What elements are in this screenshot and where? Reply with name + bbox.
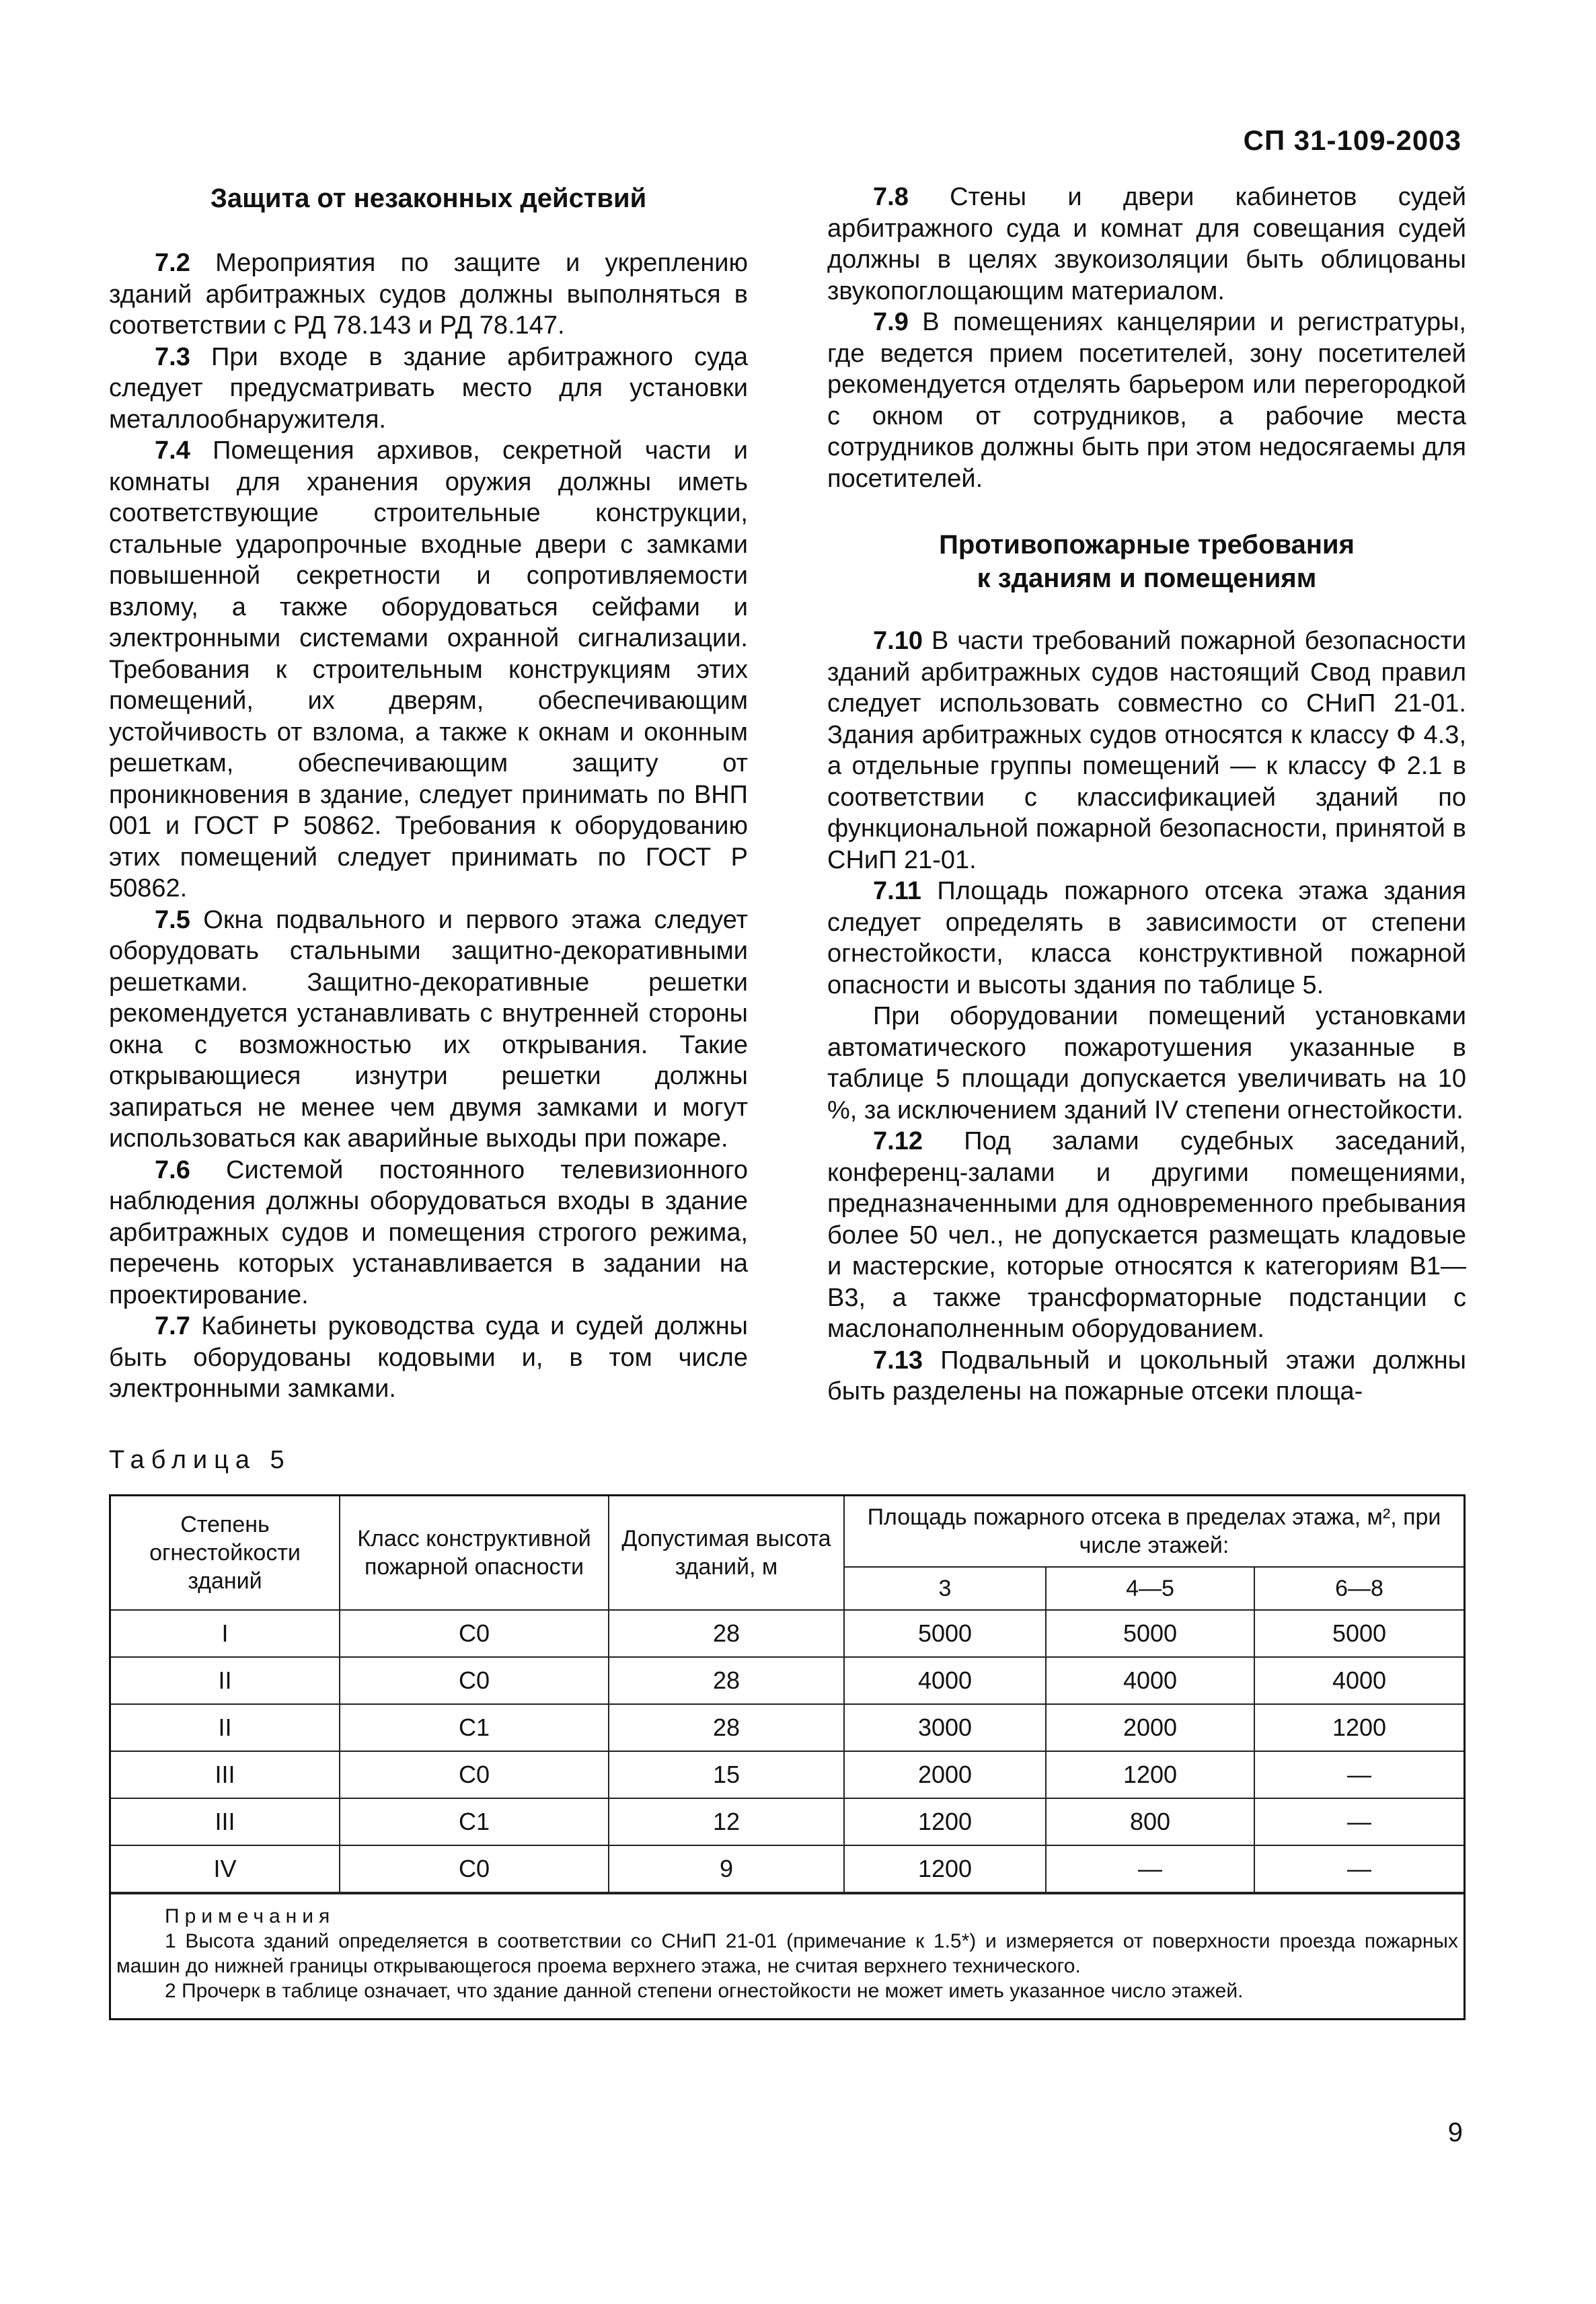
table-row [111, 1845, 1464, 1892]
table-cell: — [1254, 1798, 1464, 1845]
table-cell: II [111, 1657, 340, 1704]
fire-compartment-table [109, 1494, 1466, 2020]
page-number: 9 [1447, 2118, 1463, 2147]
header-floors-6-8: 6—8 [1254, 1567, 1464, 1610]
table-notes [111, 1893, 1464, 2018]
table-cell: — [1046, 1845, 1254, 1892]
table-grid [111, 1496, 1464, 1893]
heading-line: к зданиям и помещениям [977, 564, 1317, 593]
header-floors-4-5: 4—5 [1046, 1567, 1254, 1610]
table-cell: С1 [340, 1798, 609, 1845]
section-heading-security: Защита от незаконных действий [210, 184, 647, 213]
table-row [111, 1610, 1464, 1657]
table-cell: С0 [340, 1657, 609, 1704]
paragraph-7-3 [109, 342, 748, 436]
paragraph-7-8 [827, 182, 1466, 307]
paragraph-7-5 [109, 905, 748, 1155]
left-column [109, 182, 748, 1405]
clause-text: Окна подвального и первого этажа следует оборудовать стальными защитно-декоративными решетками. Защитно-декоративные решетки рекомендуется устанавливать с внутренней стороны окна с возможностью их открывания. Такие открывающиеся изнутри решетки должны запираться не менее чем двумя замками и могут использоваться как аварийные выходы при пожаре. [109, 905, 748, 1153]
header-construction-class: Класс конструктивной пожарной опасности [340, 1496, 609, 1610]
table-cell: 5000 [844, 1610, 1046, 1657]
clause-text: Кабинеты руководства суда и судей должны быть оборудованы кодовыми и, в том числе электронными замками. [109, 1312, 748, 1403]
clause-text: В части требований пожарной безопасности зданий арбитражных судов настоящий Свод правил следует использовать совместно со СНиП 21-01. Здания арбитражных судов относятся к классу Ф 4.3, а отдельные группы помещений — к классу Ф 2.1 в соответствии с классификацией зданий по функциональной пожарной безопасности, принятой в СНиП 21-01. [827, 627, 1466, 874]
table-row [111, 1704, 1464, 1751]
clause-text: Стены и двери кабинетов судей арбитражного суда и комнат для совещания судей должны в целях звукоизоляции быть облицованы звукопоглощающим материалом. [827, 183, 1466, 305]
heading-line: Противопожарные требования [939, 530, 1355, 560]
table-cell: 1200 [844, 1845, 1046, 1892]
table-row [111, 1798, 1464, 1845]
clause-number: 7.13 [873, 1346, 923, 1375]
clause-number: 7.4 [155, 436, 190, 465]
clause-text: Под залами судебных заседаний, конференц-залами и другими помещениями, предназначенными для одновременного пребывания более 50 чел., не допускается размещать кладовые и мастерские, которые относятся к категориям В1—В3, а также трансформаторные подстанции с маслонаполненным оборудованием. [827, 1127, 1466, 1343]
table-cell: 4000 [1046, 1657, 1254, 1704]
table-cell: 2000 [844, 1751, 1046, 1798]
table-cell: I [111, 1610, 340, 1657]
table-cell: — [1254, 1751, 1464, 1798]
table-row [111, 1657, 1464, 1704]
note-2: 2 Прочерк в таблице означает, что здание данной степени огнестойкости не может иметь указанное число этажей. [165, 1980, 1244, 2002]
table-cell: 2000 [1046, 1704, 1254, 1751]
paragraph-7-6 [109, 1155, 748, 1311]
header-floors-3: 3 [844, 1567, 1046, 1610]
paragraph-7-11 [827, 876, 1466, 1001]
table-cell: 3000 [844, 1704, 1046, 1751]
clause-number: 7.8 [873, 183, 909, 211]
clause-number: 7.7 [155, 1312, 190, 1340]
clause-number: 7.6 [155, 1155, 190, 1184]
clause-text: При входе в здание арбитражного суда следует предусматривать место для установки металлообнаружителя. [109, 342, 748, 434]
table-cell: 12 [609, 1798, 844, 1845]
table-cell: 1200 [1254, 1704, 1464, 1751]
document-code: СП 31-109-2003 [1243, 124, 1461, 156]
table-cell: С1 [340, 1704, 609, 1751]
table-cell: II [111, 1704, 340, 1751]
section-heading-fire-safety [827, 528, 1466, 595]
paragraph-7-11-addendum [827, 1001, 1466, 1126]
table-cell: III [111, 1751, 340, 1798]
table-cell: С0 [340, 1610, 609, 1657]
header-compartment-area: Площадь пожарного отсека в пределах этажа, м², при числе этажей: [844, 1496, 1464, 1567]
clause-number: 7.9 [873, 308, 909, 336]
table-cell: С0 [340, 1751, 609, 1798]
table-cell: 9 [609, 1845, 844, 1892]
header-allowed-height: Допустимая высота зданий, м [609, 1496, 844, 1610]
clause-text: Системой постоянного телевизионного наблюдения должны оборудоваться входы в здание арбитражных судов и помещения строгого режима, перечень которых устанавливается в задании на проектирование. [109, 1155, 748, 1309]
table-cell: 1200 [1046, 1751, 1254, 1798]
table-cell: С0 [340, 1845, 609, 1892]
table-cell: 28 [609, 1610, 844, 1657]
table-cell: 15 [609, 1751, 844, 1798]
header-fire-resistance: Степень огнестойкости зданий [111, 1496, 340, 1610]
paragraph-7-4 [109, 435, 748, 905]
table-cell: 4000 [844, 1657, 1046, 1704]
right-column [827, 182, 1466, 1408]
clause-text: В помещениях канцелярии и регистратуры, где ведется прием посетителей, зону посетителей рекомендуется отделять барьером или перегородкой с окном от сотрудников, а рабочие места сотрудников должны быть при этом недосягаемы для посетителей. [827, 308, 1466, 493]
clause-number: 7.5 [155, 905, 190, 934]
paragraph-7-13 [827, 1345, 1466, 1408]
paragraph-7-9 [827, 307, 1466, 494]
table-cell: IV [111, 1845, 340, 1892]
clause-number: 7.11 [873, 877, 921, 905]
clause-text: Помещения архивов, секретной части и комнаты для хранения оружия должны иметь соответствующие строительные конструкции, стальные ударопрочные входные двери с замками повышенной секретности и сопротивляемости взлому, а также оборудоваться сейфами и электронными системами охранной сигнализации. Требования к строительным конструкциям этих помещений, их дверям, обеспечивающим устойчивость от взлома, а также к окнам и оконным решеткам, обеспечивающим защиту от проникновения в здание, следует принимать по ВНП 001 и ГОСТ Р 50862. Требования к оборудованию этих помещений следует принимать по ГОСТ Р 50862. [109, 436, 748, 903]
table-row [111, 1751, 1464, 1798]
table-caption: Таблица 5 [109, 1446, 291, 1474]
clause-text: Подвальный и цокольный этажи должны быть разделены на пожарные отсеки площа- [827, 1346, 1466, 1406]
table-cell: 4000 [1254, 1657, 1464, 1704]
clause-number: 7.10 [873, 627, 923, 655]
table-cell: 1200 [844, 1798, 1046, 1845]
table-cell: — [1254, 1845, 1464, 1892]
table-cell: III [111, 1798, 340, 1845]
table-cell: 28 [609, 1704, 844, 1751]
paragraph-7-10 [827, 625, 1466, 876]
clause-number: 7.12 [873, 1127, 923, 1155]
table-cell: 5000 [1046, 1610, 1254, 1657]
clause-number: 7.2 [155, 249, 190, 277]
notes-title: Примечания [165, 1905, 336, 1927]
paragraph-7-2 [109, 247, 748, 342]
clause-text: Площадь пожарного отсека этажа здания следует определять в зависимости от степени огнестойкости, класса конструктивной пожарной опасности и высоты здания по таблице 5. [827, 877, 1466, 999]
table-cell: 5000 [1254, 1610, 1464, 1657]
clause-text: При оборудовании помещений установками автоматического пожаротушения указанные в таблице 5 площади допускается увеличивать на 10 %, за исключением зданий IV степени огнестойкости. [827, 1002, 1466, 1124]
table-cell: 800 [1046, 1798, 1254, 1845]
clause-number: 7.3 [155, 342, 190, 371]
paragraph-7-12 [827, 1126, 1466, 1345]
table-cell: 28 [609, 1657, 844, 1704]
paragraph-7-7 [109, 1311, 748, 1405]
clause-text: Мероприятия по защите и укреплению зданий арбитражных судов должны выполняться в соответствии с РД 78.143 и РД 78.147. [109, 249, 748, 340]
note-1: 1 Высота зданий определяется в соответствии со СНиП 21-01 (примечание к 1.5*) и измеряется от поверхности проезда пожарных машин до нижней границы открывающегося проема верхнего этажа, не считая верхнего технического. [116, 1930, 1458, 1977]
